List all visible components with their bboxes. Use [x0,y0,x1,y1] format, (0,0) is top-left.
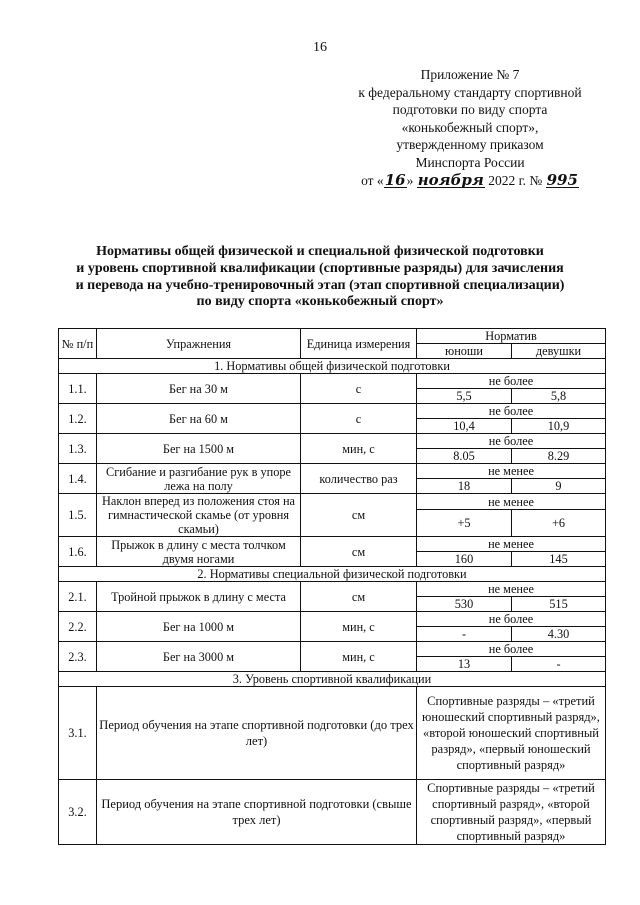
limit-label: не менее [417,582,606,597]
exercise-name: Прыжок в длину с места толчком двумя ногами [97,537,301,567]
norms-table [58,328,606,845]
unit-cell: см [301,582,417,612]
header-girls: девушки [512,344,606,359]
limit-label: не более [417,404,606,419]
unit-cell: мин, с [301,642,417,672]
appendix-title: Приложение № 7 [420,67,520,82]
exercise-name: Наклон вперед из положения стоя на гимнастической скамье (от уровня скамьи) [97,494,301,537]
title-line: Нормативы общей физической и специальной физической подготовки [96,244,544,259]
header-boys: юноши [417,344,512,359]
sport-ranks: Спортивные разряды – «третий юношеский спортивный разряд», «второй юношеский спортивный разряд», «первый юношеский спортивный разряд» [417,687,606,780]
handwritten-day: 16 [384,170,406,189]
exercise-name: Сгибание и разгибание рук в упоре лежа на полу [97,464,301,494]
exercise-name: Бег на 30 м [97,374,301,404]
limit-label: не менее [417,464,606,479]
unit-cell: с [301,404,417,434]
sport-ranks: Спортивные разряды – «третий спортивный разряд», «второй спортивный разряд», «первый спортивный разряд» [417,780,606,845]
row-number: 1.2. [59,404,97,434]
appendix-line: к федеральному стандарту спортивной [358,84,582,100]
row-number: 1.3. [59,434,97,464]
unit-cell: количество раз [301,464,417,494]
header-norm: Норматив [417,329,606,344]
unit-cell: мин, с [301,612,417,642]
appendix-line: утвержденному приказом [396,137,544,153]
exercise-name: Бег на 1000 м [97,612,301,642]
unit-cell: см [301,537,417,567]
boys-value: 530 [417,597,512,612]
boys-value: 10,4 [417,419,512,434]
section-heading: 2. Нормативы специальной физической подготовки [59,567,606,582]
handwritten-order-number: 995 [546,170,578,189]
girls-value: +6 [512,510,606,537]
appendix-line: Минспорта России [415,154,525,170]
girls-value: 515 [512,597,606,612]
header-num: № п/п [59,329,97,359]
unit-cell: с [301,374,417,404]
exercise-name: Бег на 60 м [97,404,301,434]
limit-label: не более [417,642,606,657]
page-number: 16 [313,40,327,55]
boys-value: +5 [417,510,512,537]
header-unit: Единица измерения [301,329,417,359]
boys-value: 18 [417,479,512,494]
limit-label: не более [417,612,606,627]
training-period: Период обучения на этапе спортивной подготовки (до трех лет) [97,687,417,780]
title-line: и уровень спортивной квалификации (спортивные разряды) для зачисления [76,260,564,276]
section-heading: 3. Уровень спортивной квалификации [59,672,606,687]
limit-label: не более [417,374,606,389]
limit-label: не менее [417,494,606,510]
unit-cell: мин, с [301,434,417,464]
exercise-name: Бег на 1500 м [97,434,301,464]
order-date-line [330,172,610,190]
limit-label: не менее [417,537,606,552]
girls-value: - [512,657,606,672]
boys-value: 160 [417,552,512,567]
boys-value: 13 [417,657,512,672]
appendix-line: «конькобежный спорт», [401,119,539,135]
girls-value: 8.29 [512,449,606,464]
row-number: 1.5. [59,494,97,537]
row-number: 3.2. [59,780,97,845]
title-line: и перевода на учебно-тренировочный этап (этап спортивной специализации) [75,277,565,293]
girls-value: 4.30 [512,627,606,642]
quote-close: » [406,172,414,188]
row-number: 2.3. [59,642,97,672]
row-number: 1.6. [59,537,97,567]
limit-label: не более [417,434,606,449]
girls-value: 10,9 [512,419,606,434]
date-prefix: от « [361,172,384,188]
exercise-name: Бег на 3000 м [97,642,301,672]
year-text: 2022 г. № [488,172,543,188]
girls-value: 9 [512,479,606,494]
row-number: 2.1. [59,582,97,612]
appendix-block [330,66,610,189]
unit-cell: см [301,494,417,537]
handwritten-month: ноября [417,170,484,189]
girls-value: 145 [512,552,606,567]
row-number: 1.1. [59,374,97,404]
row-number: 1.4. [59,464,97,494]
appendix-line: подготовки по виду спорта [392,102,548,118]
header-exercise: Упражнения [97,329,301,359]
boys-value: 8.05 [417,449,512,464]
boys-value: - [417,627,512,642]
training-period: Период обучения на этапе спортивной подготовки (свыше трех лет) [97,780,417,845]
document-title [40,244,600,311]
row-number: 2.2. [59,612,97,642]
exercise-name: Тройной прыжок в длину с места [97,582,301,612]
boys-value: 5,5 [417,389,512,404]
title-line: по виду спорта «конькобежный спорт» [196,294,444,310]
row-number: 3.1. [59,687,97,780]
girls-value: 5,8 [512,389,606,404]
section-heading: 1. Нормативы общей физической подготовки [59,359,606,374]
